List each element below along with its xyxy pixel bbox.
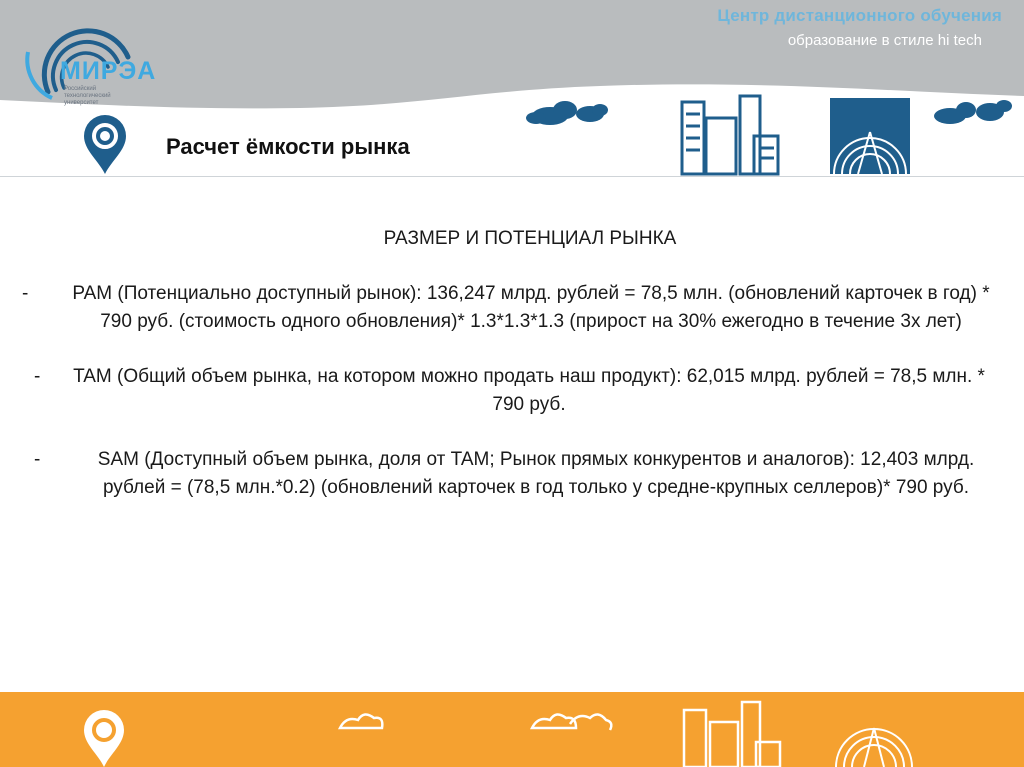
slide-title: Расчет ёмкости рынка: [166, 134, 410, 159]
center-title: Центр дистанционного обучения: [717, 6, 1002, 25]
title-divider: [0, 176, 1024, 177]
location-pin-footer-icon: [84, 710, 124, 767]
bullet-dash: -: [22, 283, 29, 304]
logo-word: МИРЭА: [60, 57, 157, 85]
bullet-sam: [22, 446, 1008, 502]
radio-tower-icon: [830, 98, 910, 174]
cloud-footer-icon: [340, 714, 611, 730]
buildings-icon: [682, 96, 778, 174]
bullet-text: PAM (Потенциально доступный рынок): 136,247 млрд. рублей = 78,5 млн. (обновлений карточек в год) * 790 руб. (стоимость одного обновления)* 1.3*1.3*1.3 (прирост на 30% ежегодно в течение 3х лет): [72, 283, 990, 332]
bullet-text: TAM (Общий объем рынка, на котором можно продать наш продукт): 62,015 млрд. рублей = 78,5 млн. * 790 руб.: [73, 366, 985, 415]
bullet-tam: [22, 363, 1008, 419]
radio-tower-footer-icon: [836, 728, 912, 767]
logo-caption-line: Российский: [64, 86, 97, 92]
logo-caption-line: технологический: [64, 93, 111, 99]
cloud-icon: [526, 101, 608, 125]
hitech-illustration: [520, 92, 1024, 176]
buildings-footer-icon: [684, 702, 780, 767]
bullet-pam: [22, 280, 1008, 336]
logo-caption-line: университет: [64, 100, 99, 106]
section-heading: РАЗМЕР И ПОТЕНЦИАЛ РЫНКА: [383, 228, 677, 249]
footer-illustration: [0, 692, 1024, 767]
mirea-logo: [8, 12, 178, 107]
bullet-dash: -: [34, 366, 41, 387]
bullet-dash: -: [34, 449, 41, 470]
slide-content: [22, 225, 1008, 502]
header-text: [717, 6, 1002, 49]
bullet-text: SAM (Доступный объем рынка, доля от TAM; Рынок прямых конкурентов и аналогов): 12,403 млрд. рублей = (78,5 млн.*0.2) (обновлений карточек в год только у средне-крупных селлеров)* 790 руб.: [97, 449, 975, 498]
footer-band: [0, 692, 1024, 767]
location-pin-icon: [78, 112, 132, 176]
center-subtitle: образование в стиле hi tech: [787, 32, 982, 49]
cloud-icon-right: [934, 100, 1012, 124]
logo-caption: [64, 86, 154, 107]
